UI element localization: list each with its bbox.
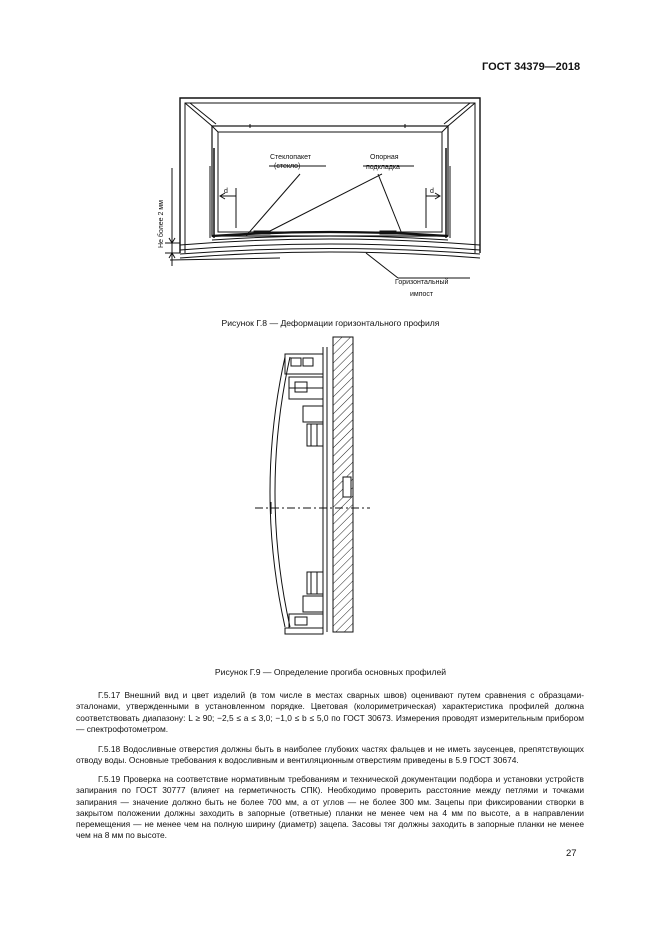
vertical-dimension-label: Не более 2 мм	[158, 200, 165, 248]
dim-d-right: d	[430, 188, 434, 195]
mullion-label-2: импост	[410, 291, 434, 298]
page-number: 27	[566, 848, 577, 859]
paragraph-text: Г.5.18 Водосливные отверстия должны быть в наиболее глубоких частях фальцев и не иметь заусенцев, препятствующих отводу воды. Основные требования к водосливным и вентиляционным отверстиям приведены в 5.9 ГОСТ 30674.	[76, 744, 584, 766]
paragraph-text: Г.5.17 Внешний вид и цвет изделий (в том числе в местах сварных швов) оценивают путем сравнения с образцами-эталонами, утвержденными в установленном порядке. Цветовая (колориметрическая) характеристика профилей должна соответствовать диапазону: L ≥ 90; −2,5 ≤ a ≤ 3,0; −1,0 ≤ b ≤ 5,0 по ГОСТ 30673. Измерения проводят измерительным прибором — спектрофотометром.	[76, 690, 584, 734]
figure-g9-caption: Рисунок Г.9 — Определение прогиба основных профилей	[214, 667, 447, 677]
paragraph-g-5-19	[76, 774, 584, 842]
glass-label-2: (стекло)	[274, 163, 301, 170]
paragraph-g-5-17	[76, 690, 584, 735]
support-label-2: подкладка	[366, 164, 400, 171]
figure-g9-drawing	[245, 332, 375, 647]
mullion-label-1: Горизонтальный	[395, 279, 449, 286]
figure-g8-caption: Рисунок Г.8 — Деформации горизонтального профиля	[221, 318, 440, 328]
figure-g8-drawing	[150, 88, 510, 303]
support-label-1: Опорная	[370, 154, 399, 161]
standard-number: ГОСТ 34379—2018	[482, 61, 581, 73]
dim-d-left: d	[224, 188, 228, 195]
paragraph-text: Г.5.19 Проверка на соответствие нормативным требованиям и технической документации подбора и установки устройств запирания по ГОСТ 30777 (влияет на герметичность СПК). Необходимо проверить расстояние между петлями и точками запирания — значение должно быть не более 700 мм, а от углов — не более 300 мм. Зацепы при фиксировании створки в закрытом положении должны заходить в запорные (ответные) планки не менее чем на 4 мм по высоте, а в направлении перемещения — не менее чем на полную ширину (диаметр) зацепа. Засовы тяг должны заходить в запорные планки не менее чем на 8 мм по высоте.	[76, 774, 584, 841]
glass-label-1: Стеклопакет	[270, 154, 311, 161]
paragraph-g-5-18	[76, 744, 584, 767]
